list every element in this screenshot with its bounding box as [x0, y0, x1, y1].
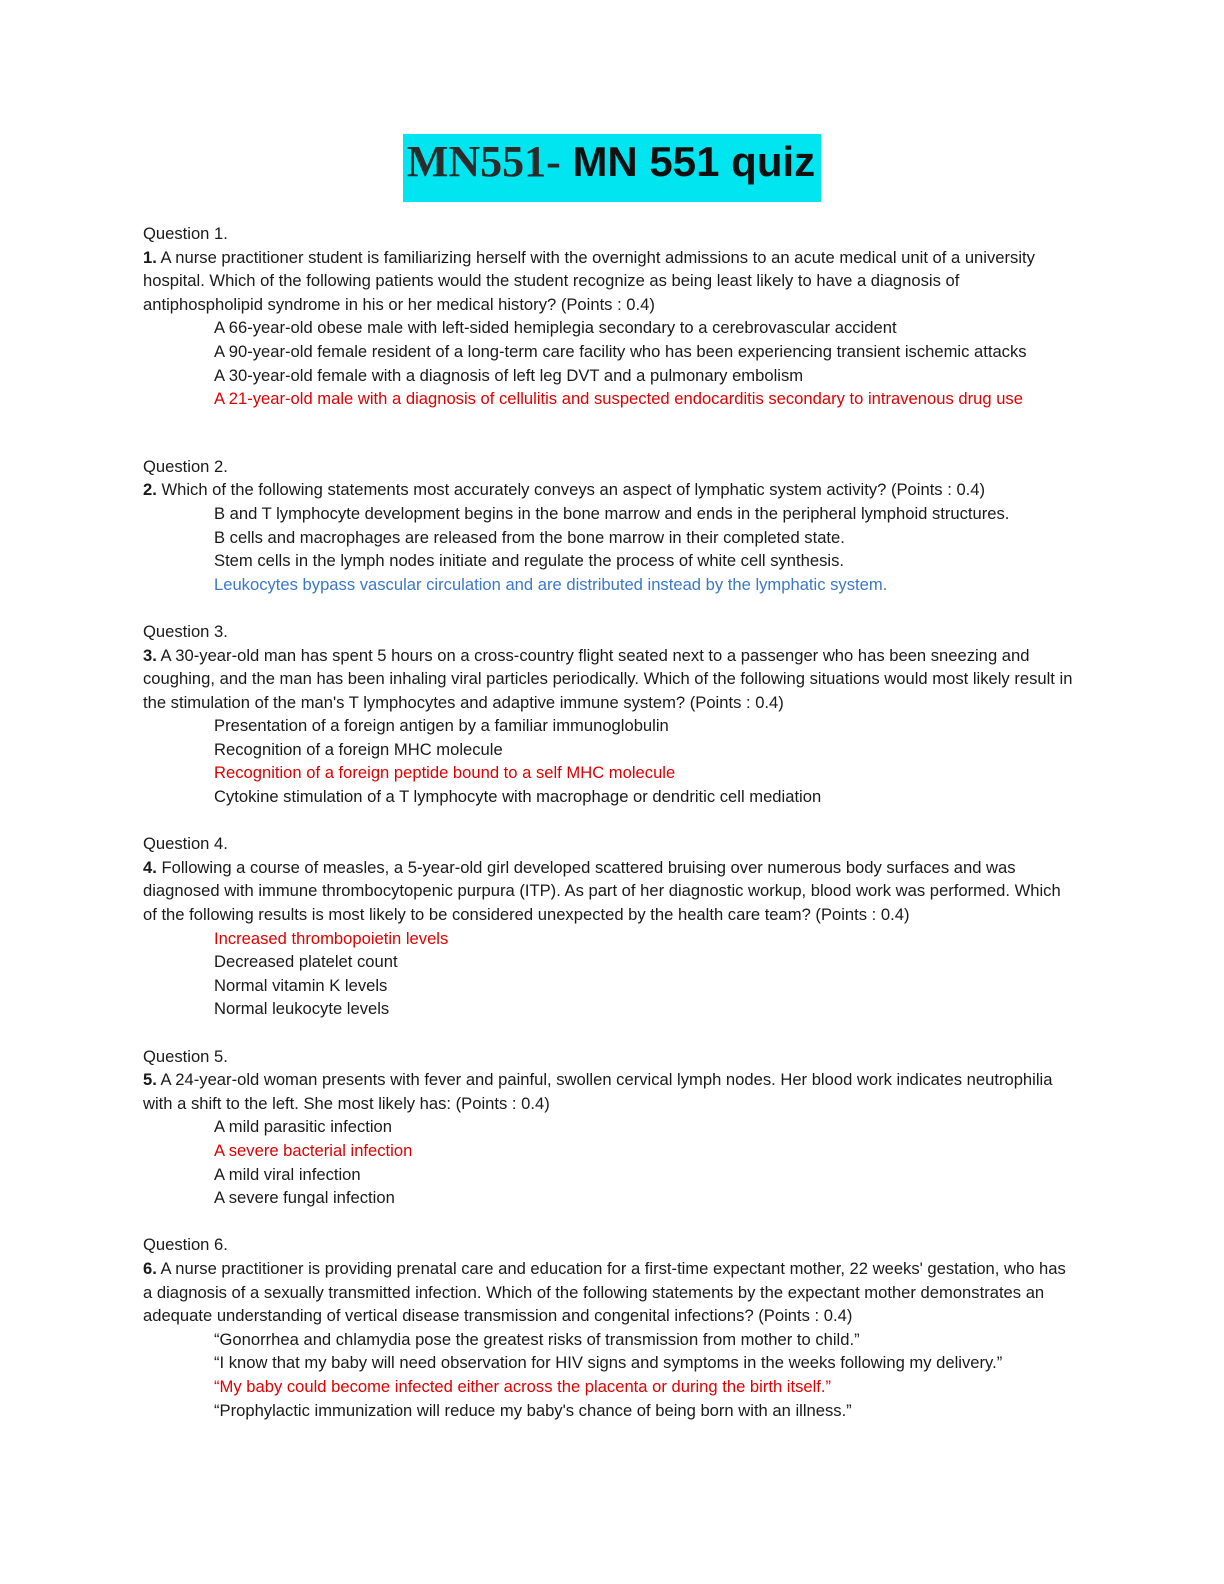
answer-option: “I know that my baby will need observation for HIV signs and symptoms in the weeks following my delivery.” [214, 1353, 1003, 1373]
question-body: Which of the following statements most accurately conveys an aspect of lymphatic system activity? (Points : 0.4) [156, 480, 986, 500]
answer-option: Stem cells in the lymph nodes initiate and regulate the process of white cell synthesis. [214, 551, 844, 571]
answer-option-highlighted: Recognition of a foreign peptide bound to a self MHC molecule [214, 763, 676, 783]
answer-option: Cytokine stimulation of a T lymphocyte with macrophage or dendritic cell mediation [214, 787, 822, 807]
question-number: 4. [143, 857, 157, 877]
answer-option: Presentation of a foreign antigen by a familiar immunoglobulin [214, 716, 669, 736]
question-number: 2. [143, 480, 157, 500]
answer-option: Normal leukocyte levels [214, 999, 390, 1019]
spacer [143, 411, 1073, 455]
answer-option: A 90-year-old female resident of a long-term care facility who has been experiencing transient ischemic attacks [214, 341, 1027, 361]
spacer [143, 809, 1073, 833]
answer-option: A mild parasitic infection [214, 1117, 393, 1137]
answer-option: A mild viral infection [214, 1164, 361, 1184]
spacer [143, 596, 1073, 620]
question-number: 1. [143, 247, 157, 267]
answer-option-highlighted: Leukocytes bypass vascular circulation and are distributed instead by the lymphatic system. [214, 574, 888, 594]
question-5 [143, 1045, 1073, 1210]
title-text: MN 551 quiz [560, 138, 816, 185]
question-3 [143, 620, 1073, 809]
answer-option: B and T lymphocyte development begins in the bone marrow and ends in the peripheral lymphoid structures. [214, 503, 1010, 523]
answer-option: A 66-year-old obese male with left-sided hemiplegia secondary to a cerebrovascular accident [214, 318, 897, 338]
question-text [143, 856, 1073, 927]
answer-option: “Prophylactic immunization will reduce my baby's chance of being born with an illness.” [214, 1400, 852, 1420]
question-body: A nurse practitioner student is familiarizing herself with the overnight admissions to an acute medical unit of a university hospital. Which of the following patients would the student recognize as being least likely to have a diagnosis of antiphospholipid syndrome in his or her medical history? (Points : 0.4) [143, 247, 1035, 314]
question-text [143, 478, 1073, 502]
question-number: 3. [143, 645, 157, 665]
question-heading: Question 1. [143, 224, 228, 243]
question-number: 5. [143, 1070, 157, 1090]
question-body: A 24-year-old woman presents with fever and painful, swollen cervical lymph nodes. Her blood work indicates neutrophilia with a shift to the left. She most likely has: (Points : 0.4) [143, 1070, 1053, 1113]
question-4 [143, 832, 1073, 1021]
answer-option: Recognition of a foreign MHC molecule [214, 739, 503, 759]
answer-option: Decreased platelet count [214, 952, 398, 972]
answer-option: A severe fungal infection [214, 1188, 395, 1208]
answer-option-highlighted: A 21-year-old male with a diagnosis of cellulitis and suspected endocarditis secondary to intravenous drug use [214, 389, 1023, 409]
answer-option-highlighted: A severe bacterial infection [214, 1140, 413, 1160]
question-2 [143, 455, 1073, 597]
question-6 [143, 1233, 1073, 1422]
question-1 [143, 222, 1073, 411]
answer-option: A 30-year-old female with a diagnosis of left leg DVT and a pulmonary embolism [214, 365, 804, 385]
answer-option: B cells and macrophages are released from the bone marrow in their completed state. [214, 527, 845, 547]
answer-option: Normal vitamin K levels [214, 975, 388, 995]
question-body: A 30-year-old man has spent 5 hours on a cross-country flight seated next to a passenger who has been sneezing and coughing, and the man has been inhaling viral particles periodically. Which of the following situations would most likely result in the stimulation of the man's T lymphocytes and adaptive immune system? (Points : 0.4) [143, 645, 1073, 712]
question-text [143, 644, 1073, 715]
question-heading: Question 6. [143, 1235, 228, 1255]
question-text [143, 246, 1073, 317]
question-heading: Question 4. [143, 834, 228, 854]
spacer [143, 1210, 1073, 1234]
question-heading: Question 5. [143, 1046, 228, 1066]
answer-option: “Gonorrhea and chlamydia pose the greatest risks of transmission from mother to child.” [214, 1329, 860, 1349]
title-wrap [0, 134, 1224, 202]
question-body: A nurse practitioner is providing prenatal care and education for a first-time expectant mother, 22 weeks' gestation, who has a diagnosis of a sexually transmitted infection. Which of the following statements by the expectant mother demonstrates an adequate understanding of vertical disease transmission and congenital infections? (Points : 0.4) [143, 1258, 1066, 1326]
answer-option-highlighted: Increased thrombopoietin levels [214, 928, 449, 948]
question-body: Following a course of measles, a 5-year-old girl developed scattered bruising over numerous body surfaces and was diagnosed with immune thrombocytopenic purpura (ITP). As part of her diagnostic workup, blood work was performed. Which of the following results is most likely to be considered unexpected by the health care team? (Points : 0.4) [143, 857, 1061, 925]
answer-option-highlighted: “My baby could become infected either across the placenta or during the birth itself.” [214, 1376, 832, 1396]
question-text [143, 1068, 1073, 1115]
question-text [143, 1257, 1073, 1328]
question-heading: Question 2. [143, 456, 228, 476]
question-number: 6. [143, 1258, 157, 1278]
spacer [143, 1021, 1073, 1045]
question-heading: Question 3. [143, 621, 228, 641]
page-title [403, 134, 821, 202]
title-code: MN551- [406, 137, 561, 186]
quiz-content [143, 222, 1073, 1422]
